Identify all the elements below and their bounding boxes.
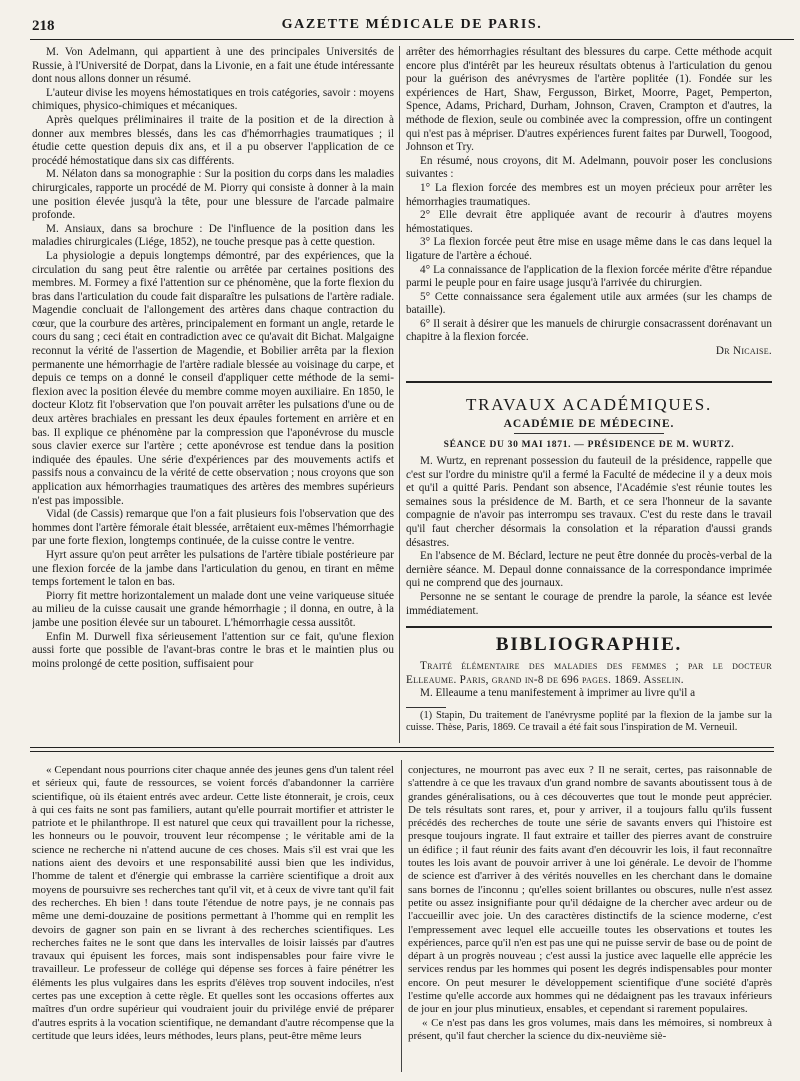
paragraph: Piorry fit mettre horizontalement un malade dont une veine variqueuse située au milieu de la cuisse causait une grande hémorrhagie ; il donna, en outre, à la jambe une position élevée sur un tabouret. L'hémorrhagie cessa aussitôt. [32, 589, 394, 629]
page-header [30, 14, 794, 40]
conclusion-item: 5° Cette connaissance sera également utile aux armées (sur les champs de bataille). [406, 290, 772, 317]
paragraph: M. Elleaume a tenu manifestement à imprimer au livre qu'il a [420, 687, 696, 700]
paragraph: Enfin M. Durwell fixa sérieusement l'attention sur ce fait, qu'une flexion aussi forte que possible de l'avant-bras contre le bras et le maintien plus ou moins prolongé de cette position, suffisaient pour [32, 630, 394, 670]
right-column-top [406, 46, 772, 379]
conclusion-item: 4° La connaissance de l'application de la flexion forcée mérite d'être répandue parmi le peuple pour en faire usage jusqu'à l'arrivée du chirurgien. [406, 263, 772, 290]
conclusion-item: 1° La flexion forcée des membres est un moyen précieux pour arrêter les hémorrhagies traumatiques. [406, 181, 772, 208]
feuilleton-divider [30, 747, 774, 748]
travaux-academiques-section [406, 381, 772, 623]
section-title: BIBLIOGRAPHIE. [495, 634, 683, 655]
feuilleton-divider-thin [30, 751, 774, 752]
column-rule [401, 760, 402, 1072]
paragraph: « Ce n'est pas dans les gros volumes, mais dans les mémoires, si nombreux à présent, qu'il faut chercher la science du dix-neuvième siè- [408, 1016, 772, 1042]
paragraph: En résumé, nous croyons, dit M. Adelmann, pouvoir poser les conclusions suivantes : [406, 154, 772, 181]
running-title: GAZETTE MÉDICALE DE PARIS. [281, 17, 543, 32]
footnote-rule [406, 707, 446, 708]
paragraph: M. Von Adelmann, qui appartient à une des principales Universités de Russie, à l'Université de Dorpat, dans la Livonie, en a fait une étude intéressante dont nous allons donner un résumé. [32, 46, 394, 86]
left-column-top [32, 46, 394, 743]
conclusion-item: 3° La flexion forcée peut être mise en usage même dans le cas dans lequel la ligature de l'artère a échoué. [406, 236, 772, 262]
paragraph: M. Nélaton dans sa monographie : Sur la position du corps dans les maladies chirurgicales, rapporte un procédé de M. Piorry qui consiste à donner à la main une position élevée jusqu'à la tête, pour une blessure de l'arcade palmaire profonde. [32, 168, 394, 222]
travaux-body [406, 455, 772, 618]
bibliographie-section [406, 626, 772, 743]
paragraph: conjectures, ne mourront pas avec eux ? Il ne serait, certes, pas raisonnable de s'attendre à ce que les travaux d'un grand nombre de savants aboutissent tous à de grandes généralisations, ou à ces découvertes que tout le monde peut apprécier. De tels résultats sont rares, et, pour y arriver, il a toujours fallu qu'ils fussent précédés des recherches de toute une série de savants envers qui l'histoire est presque toujours ingrate. Il faut extraire et tailler des pierres avant de construire un édifice ; il faut réunir des faits avant d'en découvrir les lois, il faut reconnaître toutes les lois avant de pouvoir arriver à une loi générale. Le devoir de l'homme de science est d'arriver à des vérités nouvelles en les cherchant dans le domaine sans bornes de l'inconnu ; qu'elles soient brillantes ou obscures, nulle n'est assez petite ou assez insignifiante pour qu'il dédaigne de la chercher avec ardeur ou de l'accueillir avec joie. Un des caractères distinctifs de la science moderne, c'est l'empressement avec lequel elle accueille toutes les observations et toutes les expériences, parce qu'il n'en est pas une qui ne puisse servir de base ou de point de départ à un progrès nouveau ; c'est aussi la justice avec laquelle elle apprécie les services rendus par les hommes qui posent les degrés indispensables pour monter encore. On peut mesurer le développement scientifique d'une société d'après l'estime qu'elle accorde aux hommes qui ne dédaignent pas les travaux inférieurs de jour en jour plus minutieux, ensables, et cependant si rarement populaires. [408, 764, 772, 1016]
seance-line: SÉANCE DU 30 MAI 1871. — PRÉSIDENCE DE M. WURTZ. [443, 440, 735, 450]
feuilleton-left-column [32, 764, 394, 1070]
column-rule [399, 46, 400, 743]
paragraph: En l'absence de M. Béclard, lecture ne peut être donnée du procès-verbal de la dernière séance. M. Depaul donne connaissance de la correspondance imprimée qui ne comprend que des journaux. [406, 550, 772, 590]
paragraph: Personne ne se sentant le courage de prendre la parole, la séance est levée immédiatement. [406, 590, 772, 617]
book-reference: Traité élémentaire des maladies des femmes ; par le docteur Elleaume. Paris, grand in-8 de 696 pages. 1869. Asselin. [406, 660, 772, 686]
paragraph: Vidal (de Cassis) remarque que l'on a fait plusieurs fois l'observation que des hommes dont l'artère fémorale était blessée, arrêtaient eux-mêmes l'hémorrhagie par une forte flexion, longtemps continuée, de la cuisse contre le ventre. [32, 508, 394, 548]
section-title: TRAVAUX ACADÉMIQUES. [465, 395, 712, 414]
paragraph: L'auteur divise les moyens hémostatiques en trois catégories, savoir : moyens chimiques, physico-chimiques et mécaniques. [32, 86, 394, 113]
conclusion-item: 6° Il serait à désirer que les manuels de chirurgie consacrassent dorénavant un chapitre à la flexion forcée. [406, 317, 772, 344]
paragraph: « Cependant nous pourrions citer chaque année des jeunes gens d'un talent réel et sérieux qui, faute de ressources, se voient forcés d'abandonner la carrière scientifique, où ils étaient entrés avec ardeur. Cette liste étonnerait, je crois, ceux à qui ces faits ne sont pas familiers, autant qu'elle pourrait mortifier et attrister le patriote et le philanthrope. Il est naturel que ceux qui travaillent pour la richesse, les honneurs ou le pouvoir, trouvent leur récompense ; le véritable ami de la science ne recherche ni n'attend aucune de ces choses. Mais s'il est vrai que les nations aient des devoirs et une responsabilité aussi bien que les individus, l'homme de talent et d'énergie qui embrasse la carrière scientifique a droit aux moyens de poursuivre ses recherches tant qu'il vit, et à ceux de vivre tant qu'il fait des recherches. Eh bien ! dans toute l'étendue de notre pays, je ne connais pas même une demi-douzaine de positions permettant à l'homme qui en remplit les devoirs de gagner son pain en se livrant à des recherches scientifiques. Les recherches faites ne le sont que dans les intervalles de loisir laissés par d'autres travaux qui épuisent les forces, mais sont indispensables pour faire vivre le travailleur. Le professeur de collége qui dépense ses forces à faire pénétrer les éléments les plus vulgaires dans les esprits d'élèves trop souvent indociles, n'est certes pas une exception à cette règle. Et quelles sont les occasions offertes aux maîtres d'un ordre supérieur qui voudraient jouir du privilége envié de préparer d'autres esprits à la vocation scientifique, ne demandant d'autre récompense que la certitude que leurs idées, leurs méthodes, leurs plans, peut-être même leurs [32, 764, 394, 1042]
author-signature: Dr Nicaise. [715, 345, 772, 358]
bibliographie-body [406, 660, 772, 735]
paragraph: M. Ansiaux, dans sa brochure : De l'influence de la position dans les maladies chirurgicales (Liége, 1852), ne touche presque pas à cette question. [32, 222, 394, 249]
page-number: 218 [32, 18, 55, 34]
paragraph: M. Wurtz, en reprenant possession du fauteuil de la présidence, rappelle que c'est sur l'ordre du ministre qu'il a fermé la Faculté de médecine il y a deux mois et qu'il a quitté Paris. Pendant son absence, l'Académie s'est réunie toutes les semaines sous la présidence de M. Barth, et ce sera l'honneur de la savante compagnie de n'avoir pas interrompu ses travaux. C'est du reste dans le travail qu'il faut chercher désormais la consolation et la réparation d'aussi grands désastres. [406, 455, 772, 549]
paragraph: arrêter des hémorrhagies résultant des blessures du carpe. Cette méthode acquit encore plus d'intérêt par les heureux résultats obtenus à l'articulation du genou pour la guérison des anévrysmes de l'artère poplitée (1). Fondée sur les expériences de Hart, Shaw, Fergusson, Birket, Moorre, Paget, Pemperton, Spence, Adams, Prichard, Durham, Johnson, Craven, Crampton et d'autres, la méthode de flexion, seule ou combinée avec la compression, offre un contingent qui n'est pas à mépriser. D'autres expériences furent faites par Durwell, Toogood, Johnson et Try. [406, 46, 772, 154]
section-subtitle: ACADÉMIE DE MÉDECINE. [503, 418, 675, 430]
conclusion-item: 2° Elle devrait être appliquée avant de recourir à d'autres moyens hémostatiques. [406, 209, 772, 235]
paragraph: Hyrt assure qu'on peut arrêter les pulsations de l'artère tibiale postérieure par une flexion forcée de la jambe dans l'articulation du genou, en tirant en même temps fortement le talon en bas. [32, 548, 394, 589]
feuilleton-right-column [408, 764, 772, 1070]
subtitle-rule [514, 433, 664, 434]
footnote: (1) Stapin, Du traitement de l'anévrysme poplité par la flexion de la jambe sur la cuisse. Thèse, Paris, 1869. Ce travail a été fait sous l'inspiration de M. Verneuil. [406, 709, 772, 734]
paragraph: Après quelques préliminaires il traite de la position et de la direction à donner aux membres blessés, dans les cas d'hémorrhagies traumatiques ; il étudie cette question depuis dix ans, et il a pu observer l'application de ce procédé hémostatique dans six cas différents. [32, 113, 394, 167]
paragraph: La physiologie a depuis longtemps démontré, par des expériences, que la circulation du sang peut être ralentie ou arrêtée par certaines positions des membres. M. Formey a fixé l'attention sur ce phénomène, que la forte flexion du bras dans l'articulation du coude fait disparaître les pulsations de l'artère radiale. Magendie concluait de l'allongement des artères dans chaque contraction du cœur, que la courbure des artères, principalement en formant un angle, retarde le cours du sang ; ceci était en contradiction avec ce qu'avait dit Bichat. Malgaigne reconnut la vérité de l'assertion de Magendie, et Bobilier arrêta par la flexion permanente une hémorrhagie de l'artère radiale blessée au voisinage du carpe, et depuis ce temps on a donné le conseil d'appliquer cette méthode de la semi-flexion avec la position élevée du membre comme moyen auxiliaire. En 1850, le docteur Klotz fit l'observation que l'on pouvait arrêter les pulsations d'une ou de deux artères brachiales en pressant les deux épaules fortement en arrière et en bas. Il explique ce phénomène par la compression que l'aponévrose du muscle sous clavier exerce sur l'artère ; cette aponévrose est tendue dans la position indiquée des épaules. Une série d'expériences par des mouvements actifs et passifs nous a convaincu de la vérité de cette observation ; nous croyons que son application aux hémorrhagies traumatiques des artères des membres supérieurs n'est pas impossible. [32, 249, 394, 507]
